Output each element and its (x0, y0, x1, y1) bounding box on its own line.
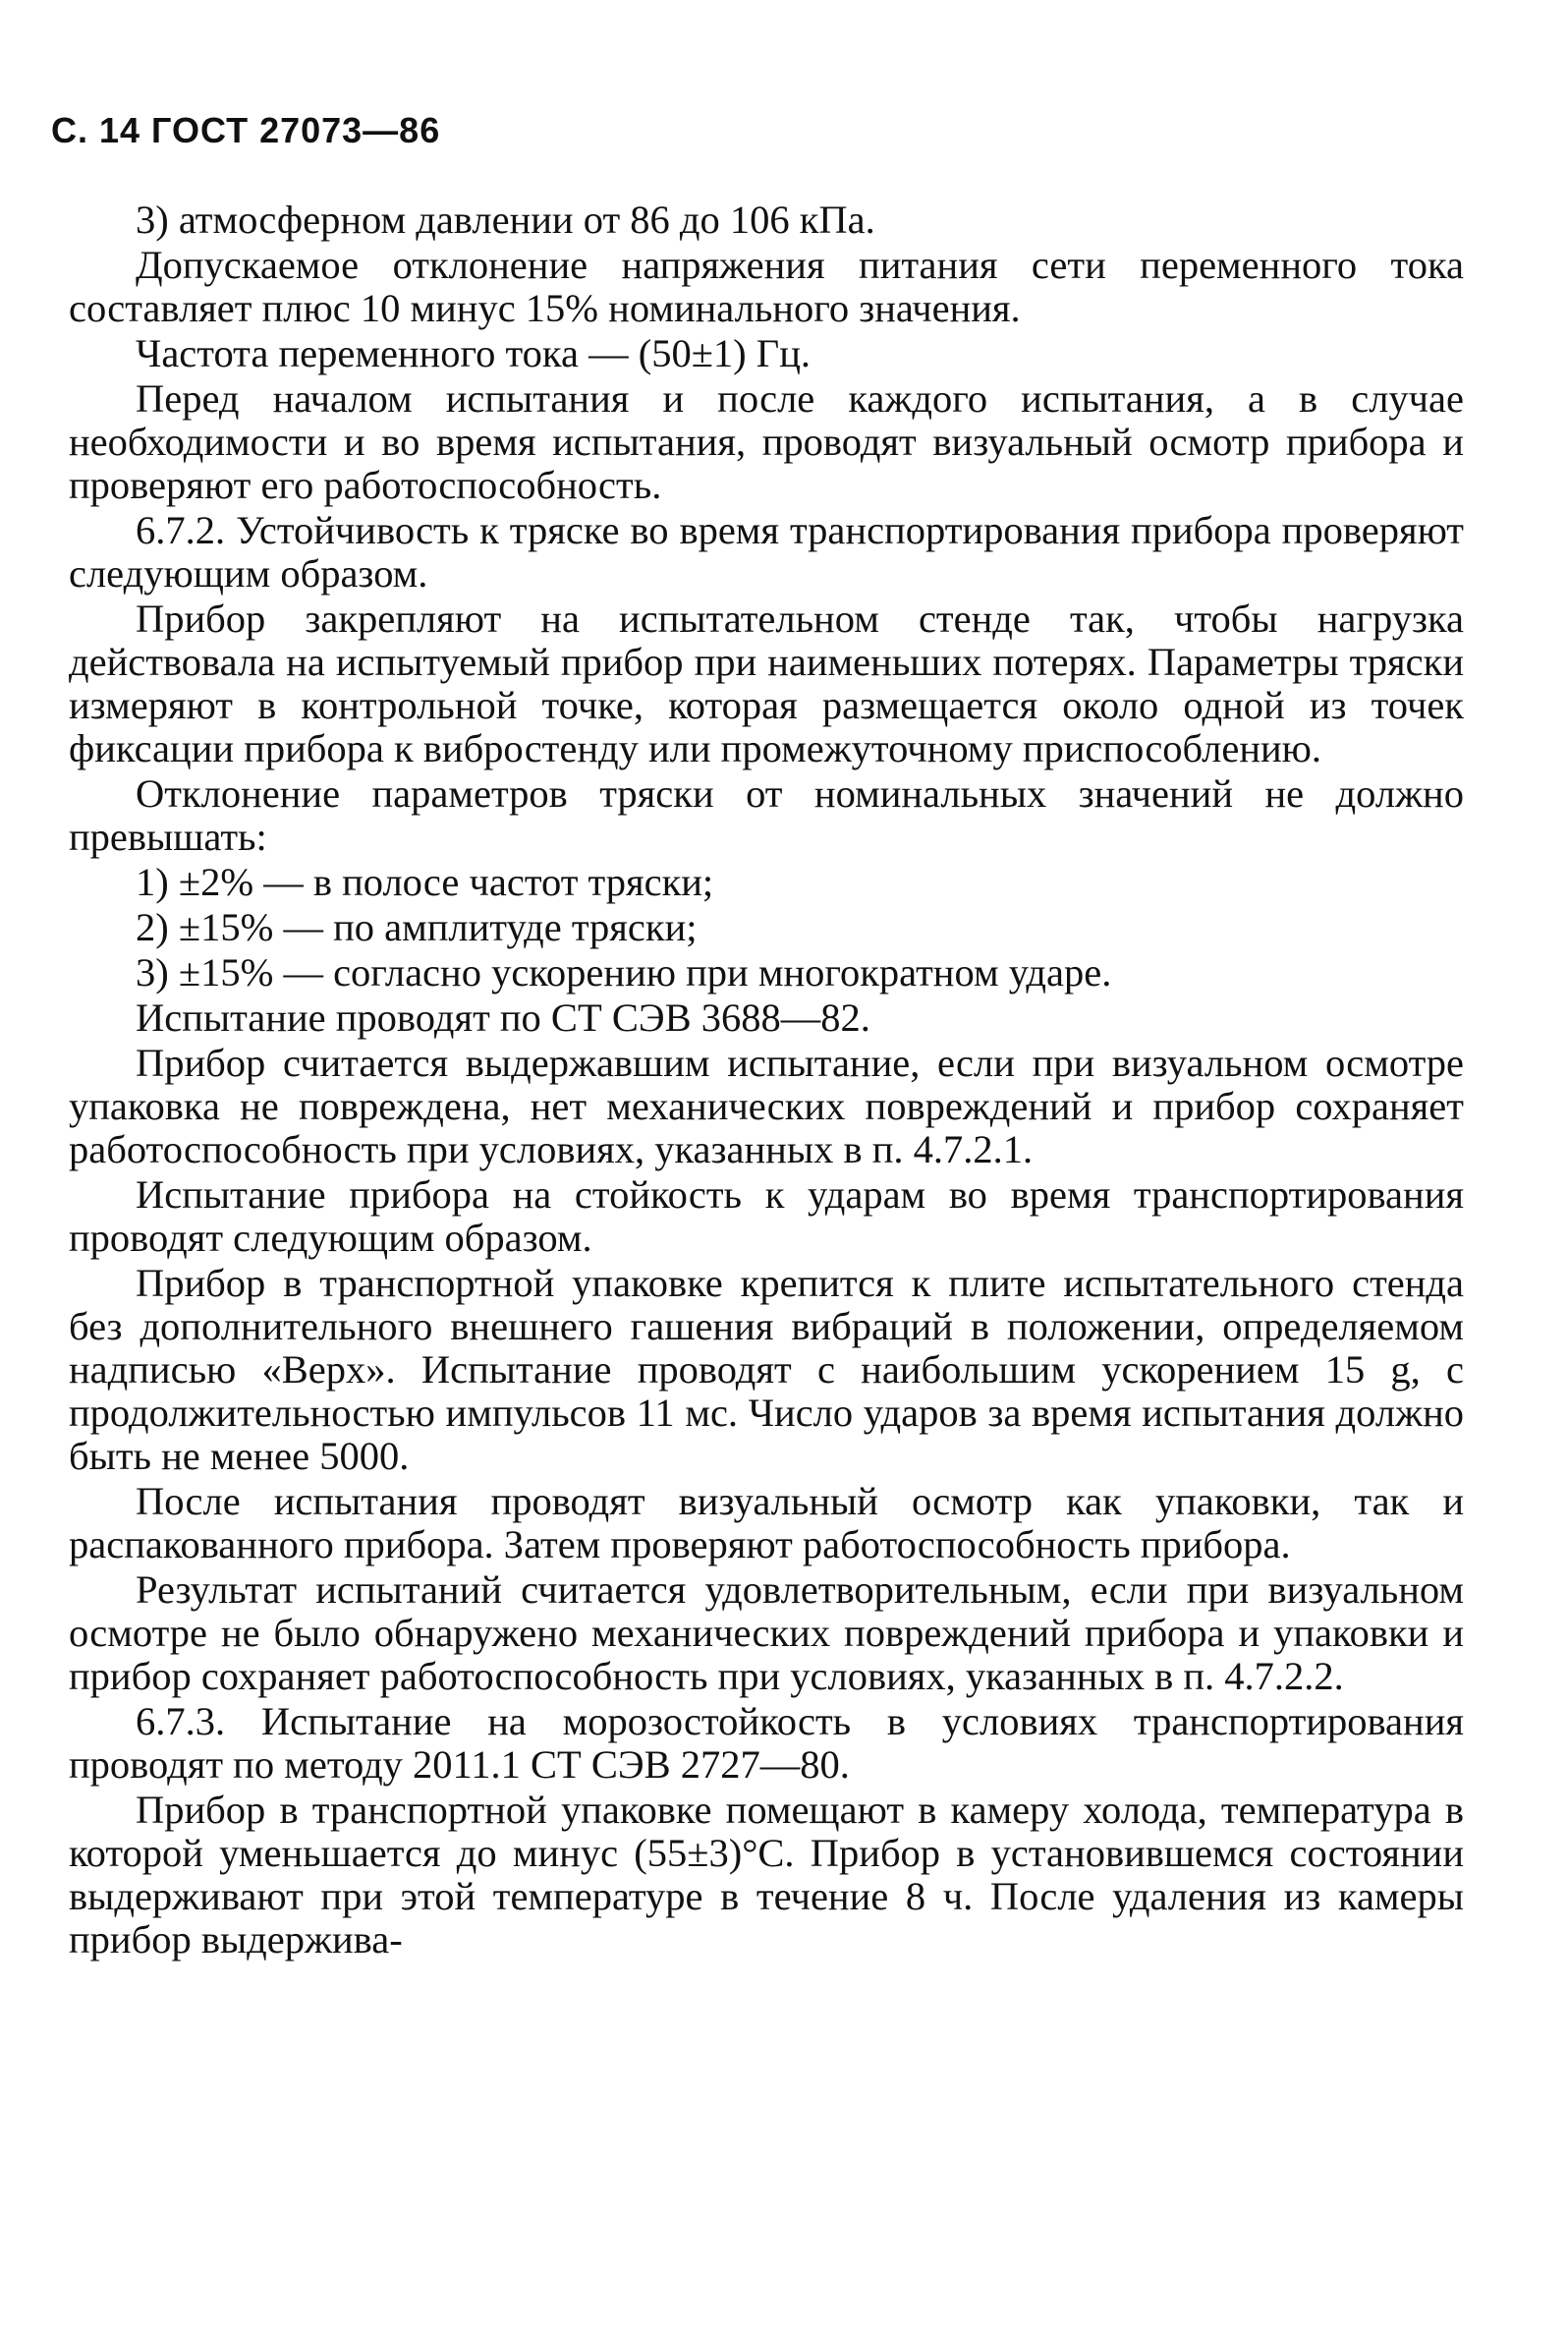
paragraph: 6.7.3. Испытание на морозостойкость в условиях транспортирования проводят по методу 2011.1 СТ СЭВ 2727—80. (69, 1699, 1464, 1787)
list-item: 3) ±15% — согласно ускорению при многократном ударе. (136, 950, 1112, 995)
list-item: 2) ±15% — по амплитуде тряски; (136, 905, 698, 949)
paragraph: После испытания проводят визуальный осмотр как упаковки, так и распакованного прибора. Затем проверяют работоспособность прибора. (69, 1479, 1464, 1566)
paragraph: Результат испытаний считается удовлетворительным, если при визуальном осмотре не было обнаружено механических повреждений прибора и упаковки и прибор сохраняет работоспособность при условиях, указанных в п. 4.7.2.2. (69, 1567, 1464, 1698)
paragraph: Прибор в транспортной упаковке крепится к плите испытательного стенда без дополнительного внешнего гашения вибраций в положении, определяемом надписью «Верх». Испытание проводят с наибольшим ускорением 15 g, с продолжительностью импульсов 11 мс. Число ударов за время испытания должно быть не менее 5000. (69, 1261, 1464, 1478)
paragraph: 6.7.2. Устойчивость к тряске во время транспортирования прибора проверяют следующим образом. (69, 508, 1464, 596)
paragraph: Прибор считается выдержавшим испытание, если при визуальном осмотре упаковка не повреждена, нет механических повреждений и прибор сохраняет работоспособность при условиях, указанных в п. 4.7.2.1. (69, 1041, 1464, 1171)
paragraph: Перед началом испытания и после каждого испытания, а в случае необходимости и во время испытания, проводят визуальный осмотр прибора и проверяют его работоспособность. (69, 376, 1464, 507)
paragraph: Испытание проводят по СТ СЭВ 3688—82. (136, 995, 870, 1040)
paragraph: 3) атмосферном давлении от 86 до 106 кПа. (136, 198, 875, 242)
paragraph: Отклонение параметров тряски от номинальных значений не должно превышать: (69, 771, 1464, 859)
paragraph: Прибор закрепляют на испытательном стенде так, чтобы нагрузка действовала на испытуемый прибор при наименьших потерях. Параметры тряски измеряют в контрольной точке, которая размещается около одной из точек фиксации прибора к вибростенду или промежуточному приспособлению. (69, 597, 1464, 770)
paragraph: Испытание прибора на стойкость к ударам во время транспортирования проводят следующим образом. (69, 1172, 1464, 1260)
paragraph: Частота переменного тока — (50±1) Гц. (136, 331, 811, 375)
list-item: 1) ±2% — в полосе частот тряски; (136, 860, 714, 904)
document-body (69, 199, 1464, 1963)
paragraph: Прибор в транспортной упаковке помещают в камеру холода, температура в которой уменьшается до минус (55±3)°С. Прибор в установившемся состоянии выдерживают при этой температуре в течение 8 ч. После удаления из камеры прибор выдержива- (69, 1788, 1464, 1961)
page-header: С. 14 ГОСТ 27073—86 (51, 110, 441, 150)
paragraph: Допускаемое отклонение напряжения питания сети переменного тока составляет плюс 10 минус 15% номинального значения. (69, 243, 1464, 330)
